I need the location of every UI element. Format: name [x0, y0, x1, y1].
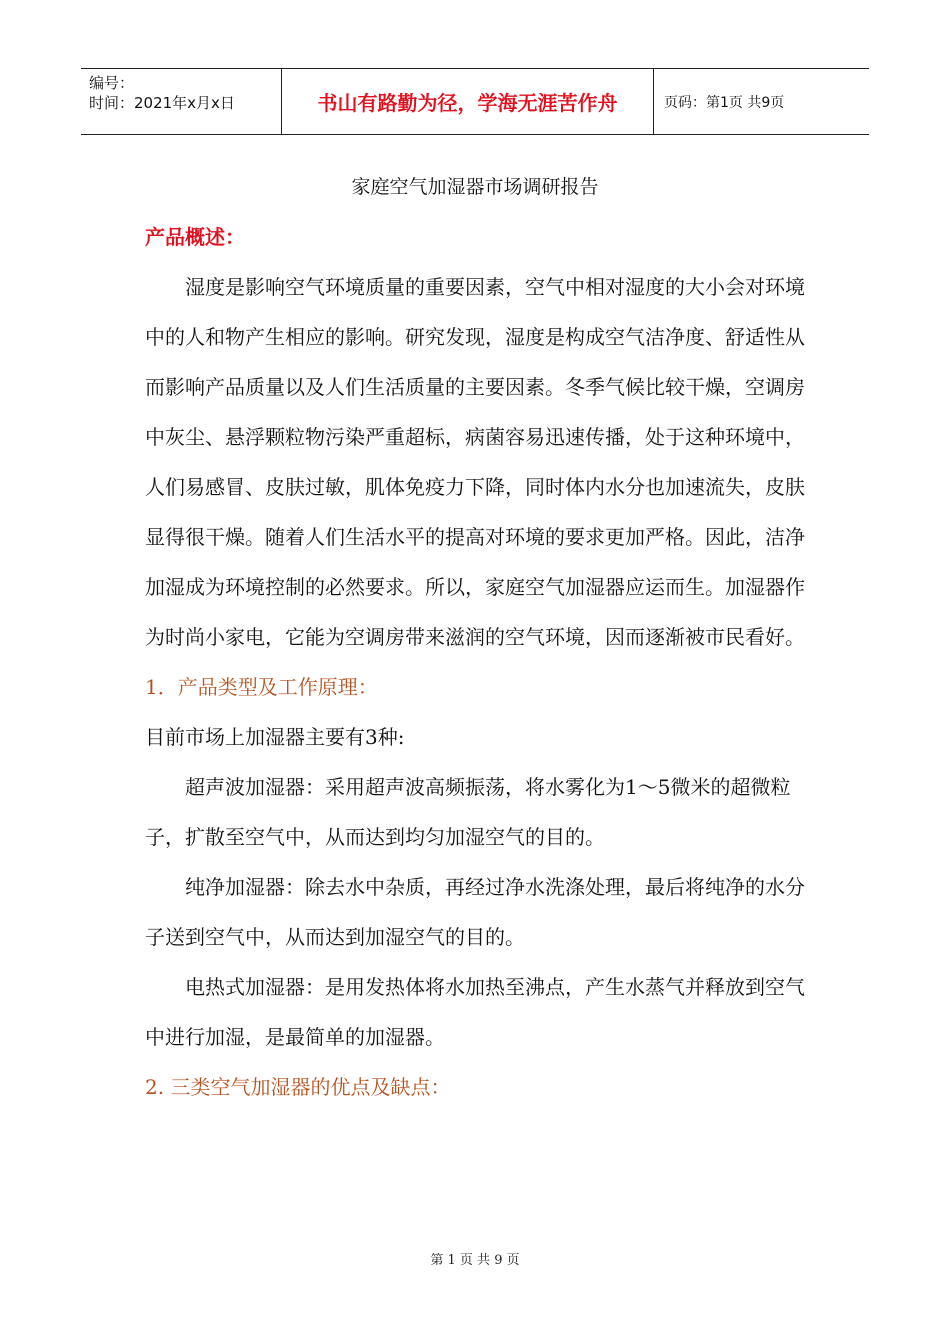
types-intro: 目前市场上加湿器主要有3种: [145, 725, 405, 749]
document-title: 家庭空气加湿器市场调研报告 [351, 176, 599, 198]
page-header [81, 68, 869, 135]
types-heading: 1．产品类型及工作原理： [145, 675, 378, 699]
doc-time-label: 时间：2021年x月x日 [89, 94, 235, 112]
ultrasonic-paragraph: 超声波加湿器：采用超声波高频振荡，将水雾化为1～5微米的超微粒子，扩散至空气中，从而达到均匀加湿空气的目的。 [145, 775, 791, 849]
header-motto: 书山有路勤为径，学海无涯苦作舟 [281, 69, 654, 134]
overview-heading: 产品概述： [145, 225, 245, 249]
overview-paragraph: 湿度是影响空气环境质量的重要因素，空气中相对湿度的大小会对环境中的人和物产生相应的影响。研究发现，湿度是构成空气洁净度、舒适性从而影响产品质量以及人们生活质量的主要因素。冬季气候比较干燥，空调房中灰尘、悬浮颗粒物污染严重超标，病菌容易迅速传播，处于这种环境中，人们易感冒、皮肤过敏，肌体免疫力下降，同时体内水分也加速流失，皮肤显得很干燥。随着人们生活水平的提高对环境的要求更加严格。因此，洁净加湿成为环境控制的必然要求。所以，家庭空气加湿器应运而生。加湿器作为时尚小家电，它能为空调房带来滋润的空气环境，因而逐渐被市民看好。 [145, 275, 805, 649]
pure-paragraph: 纯净加湿器：除去水中杂质，再经过净水洗涤处理，最后将纯净的水分子送到空气中，从而达到加湿空气的目的。 [145, 875, 805, 949]
compare-heading: 2. 三类空气加湿器的优点及缺点： [145, 1075, 451, 1099]
electric-paragraph: 电热式加湿器：是用发热体将水加热至沸点，产生水蒸气并释放到空气中进行加湿，是最简单的加湿器。 [145, 975, 805, 1049]
header-page-info: 页码：第1页 共9页 [664, 94, 785, 111]
page-footer: 第 1 页 共 9 页 [430, 1253, 520, 1268]
document-body [145, 212, 807, 1112]
doc-number-label: 编号： [89, 74, 135, 92]
header-meta [81, 69, 281, 134]
